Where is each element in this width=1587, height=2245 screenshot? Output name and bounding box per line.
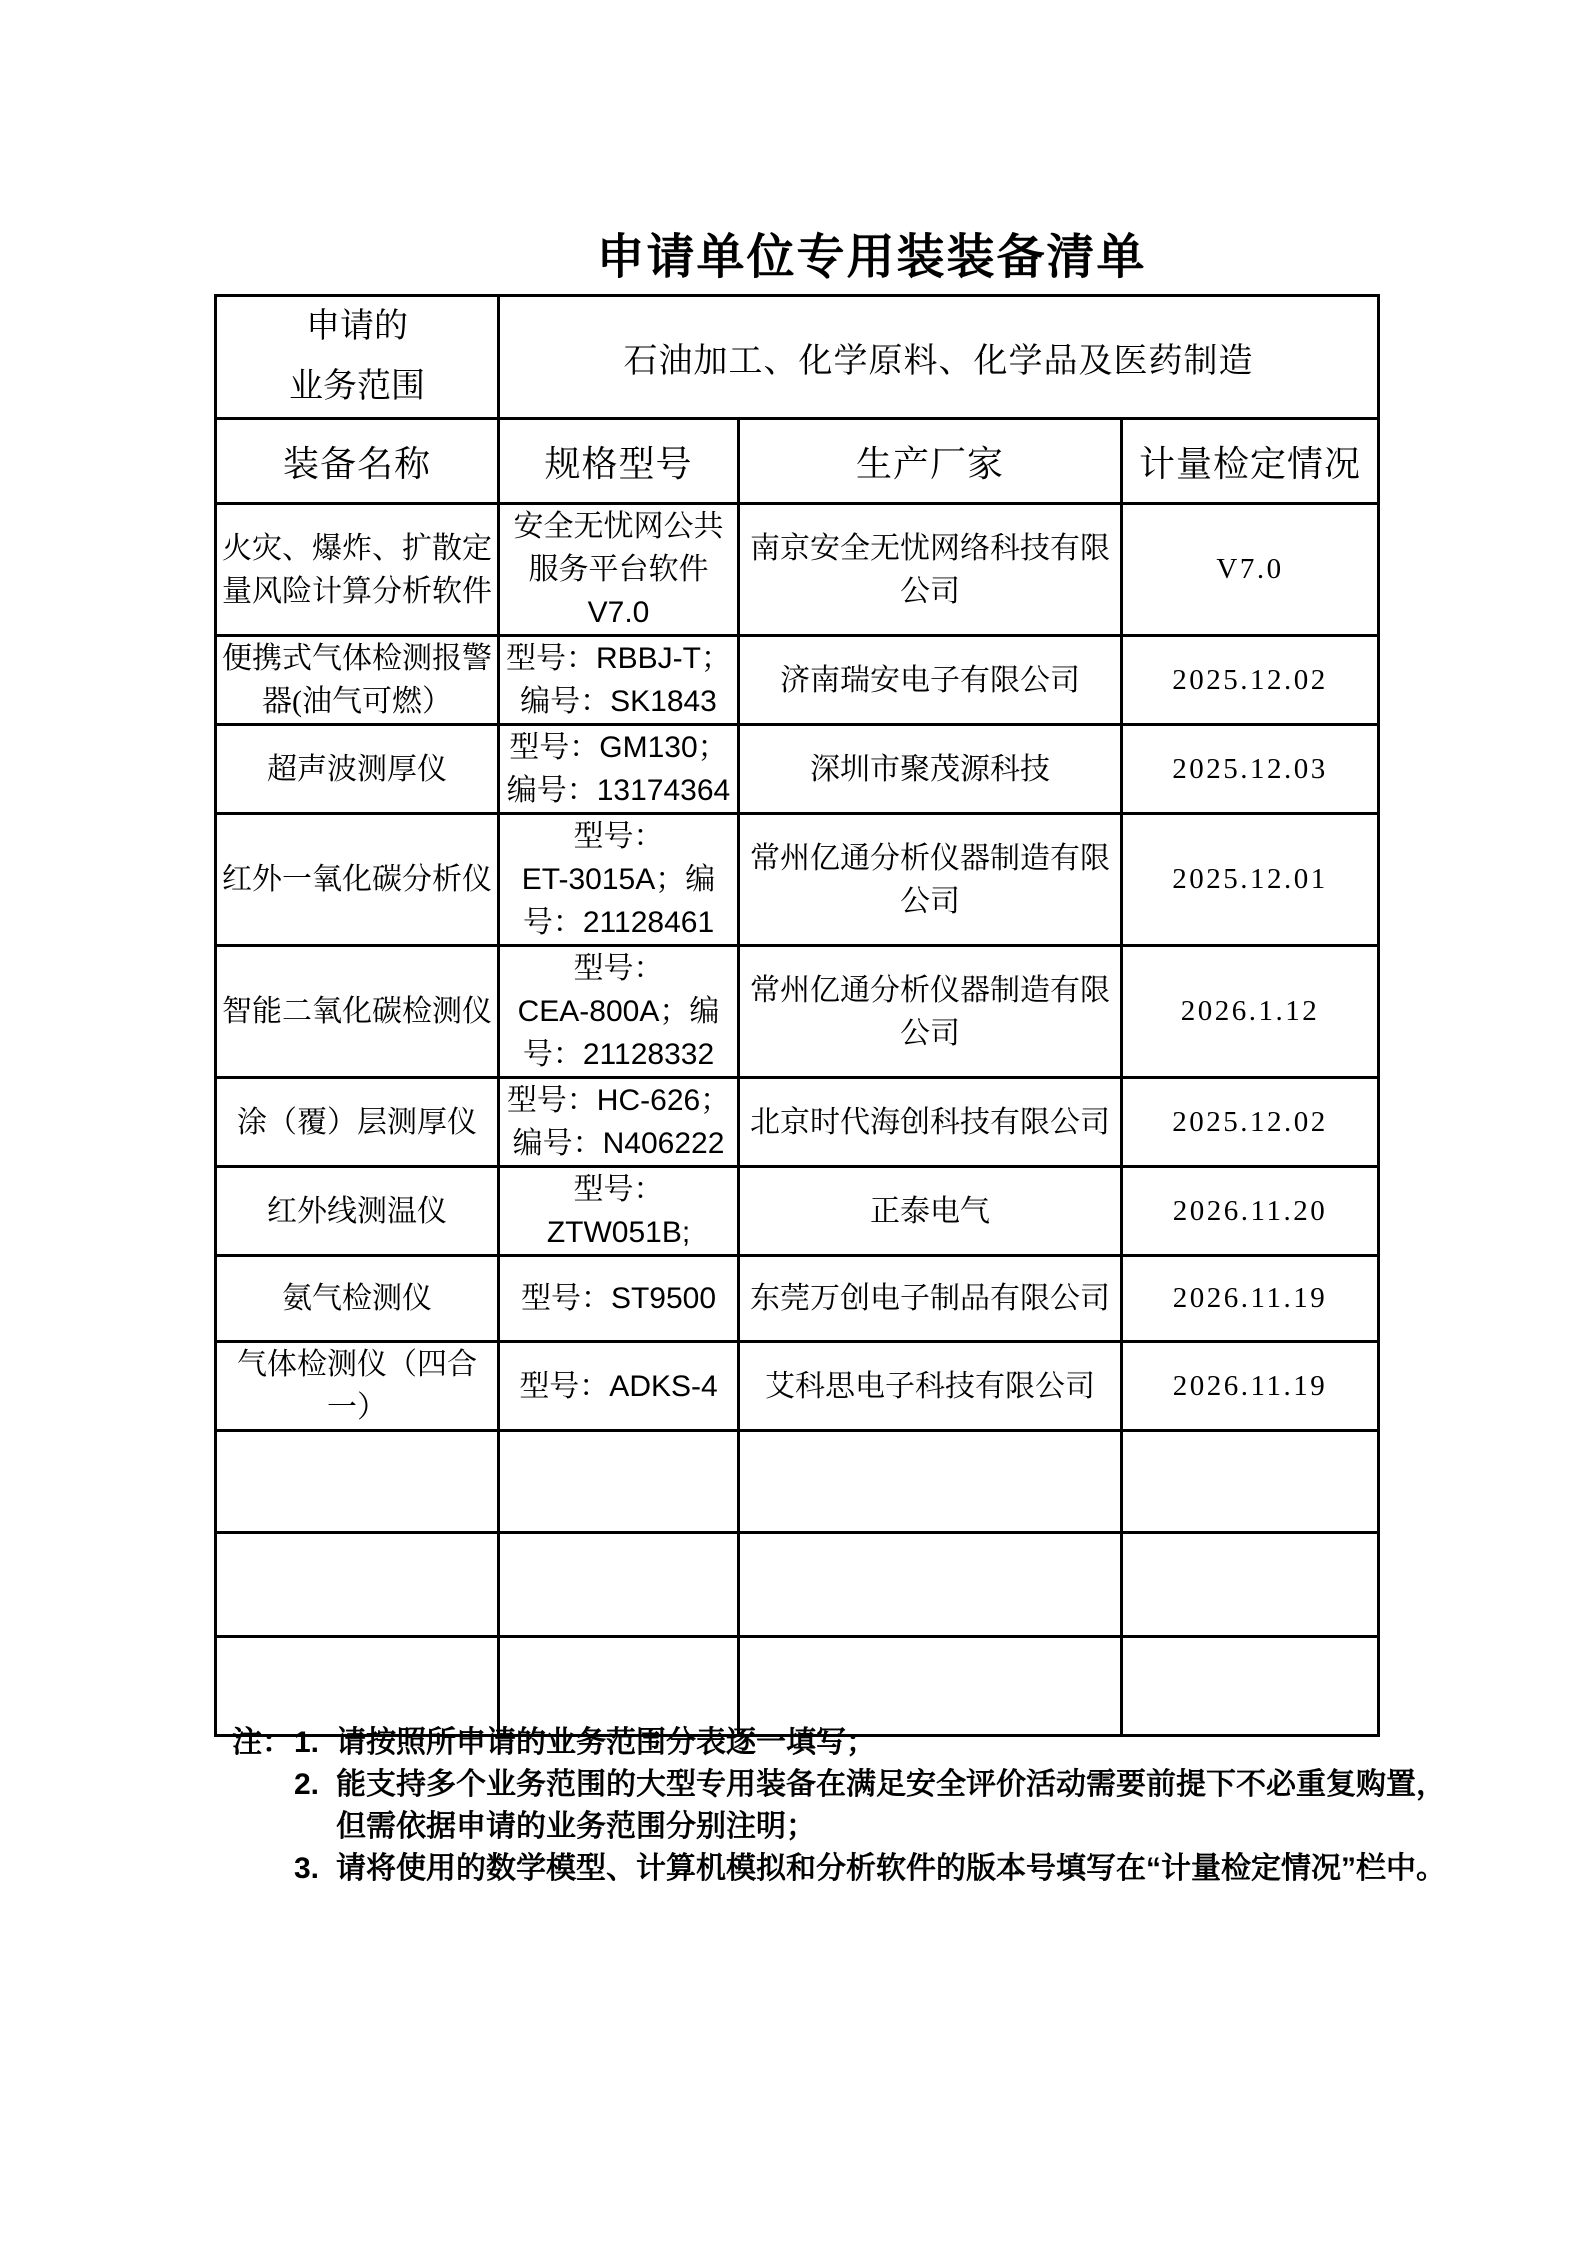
cell-manufacturer: 北京时代海创科技有限公司 xyxy=(739,1078,1122,1167)
table-row-empty xyxy=(216,1533,1379,1637)
cell-equipment-name: 红外线测温仪 xyxy=(216,1167,499,1256)
cell-equipment-name: 火灾、爆炸、扩散定 量风险计算分析软件 xyxy=(216,504,499,636)
cell-spec-model: 型号：HC-626； 编号：N406222 xyxy=(499,1078,739,1167)
cell-spec-model: 型号：RBBJ-T； 编号：SK1843 xyxy=(499,636,739,725)
table-row xyxy=(216,1342,1379,1431)
cell-equipment-name: 智能二氧化碳检测仪 xyxy=(216,946,499,1078)
note-number: 3. xyxy=(294,1852,320,1885)
note-item xyxy=(232,1722,1512,1764)
table-row xyxy=(216,725,1379,814)
cell-verification: V7.0 xyxy=(1122,504,1379,636)
column-header-check: 计量检定情况 xyxy=(1122,419,1379,504)
cell-verification: 2025.12.02 xyxy=(1122,636,1379,725)
cell-manufacturer: 东莞万创电子制品有限公司 xyxy=(739,1256,1122,1342)
cell-manufacturer: 常州亿通分析仪器制造有限 公司 xyxy=(739,814,1122,946)
table-row xyxy=(216,1256,1379,1342)
cell-verification: 2025.12.03 xyxy=(1122,725,1379,814)
cell-spec-model: 型号： ZTW051B; xyxy=(499,1167,739,1256)
cell-verification: 2026.11.19 xyxy=(1122,1342,1379,1431)
cell-equipment-name: 超声波测厚仪 xyxy=(216,725,499,814)
note-text: 能支持多个业务范围的大型专用装备在满足安全评价活动需要前提下不必重复购置， 但需依据申请的业务范围分别注明； xyxy=(336,1768,1446,1843)
column-header-spec: 规格型号 xyxy=(499,419,739,504)
cell-equipment-name: 气体检测仪（四合一） xyxy=(216,1342,499,1431)
note-text: 请将使用的数学模型、计算机模拟和分析软件的版本号填写在“计量检定情况”栏中。 xyxy=(336,1852,1446,1885)
scope-label: 申请的 业务范围 xyxy=(216,296,499,419)
table-row xyxy=(216,1078,1379,1167)
cell-spec-model: 安全无忧网公共 服务平台软件 V7.0 xyxy=(499,504,739,636)
cell-manufacturer: 常州亿通分析仪器制造有限 公司 xyxy=(739,946,1122,1078)
cell-manufacturer: 南京安全无忧网络科技有限 公司 xyxy=(739,504,1122,636)
column-header-maker: 生产厂家 xyxy=(739,419,1122,504)
scope-row xyxy=(216,296,1379,419)
note-text: 请按照所申请的业务范围分表逐一填写； xyxy=(336,1726,876,1759)
cell-spec-model: 型号：ADKS-4 xyxy=(499,1342,739,1431)
note-item xyxy=(232,1764,1512,1848)
cell-verification: 2025.12.02 xyxy=(1122,1078,1379,1167)
notes-prefix: 注： xyxy=(232,1726,292,1759)
equipment-table xyxy=(214,294,1380,1737)
table-row xyxy=(216,814,1379,946)
table-row-empty xyxy=(216,1637,1379,1736)
cell-spec-model: 型号：ST9500 xyxy=(499,1256,739,1342)
table-row xyxy=(216,946,1379,1078)
cell-spec-model: 型号： ET-3015A；编 号：21128461 xyxy=(499,814,739,946)
notes xyxy=(232,1722,1512,1890)
cell-manufacturer: 正泰电气 xyxy=(739,1167,1122,1256)
cell-manufacturer: 艾科思电子科技有限公司 xyxy=(739,1342,1122,1431)
table-row xyxy=(216,636,1379,725)
header-row xyxy=(216,419,1379,504)
note-number: 1. xyxy=(294,1726,320,1759)
note-item xyxy=(232,1848,1512,1890)
cell-equipment-name: 涂（覆）层测厚仪 xyxy=(216,1078,499,1167)
cell-verification: 2026.1.12 xyxy=(1122,946,1379,1078)
scope-value: 石油加工、化学原料、化学品及医药制造 xyxy=(499,296,1379,419)
cell-equipment-name: 红外一氧化碳分析仪 xyxy=(216,814,499,946)
page-title: 申请单位专用装装备清单 xyxy=(596,231,1147,284)
cell-spec-model: 型号： CEA-800A；编 号：21128332 xyxy=(499,946,739,1078)
cell-equipment-name: 氨气检测仪 xyxy=(216,1256,499,1342)
cell-verification: 2026.11.19 xyxy=(1122,1256,1379,1342)
cell-equipment-name: 便携式气体检测报警 器(油气可燃） xyxy=(216,636,499,725)
cell-manufacturer: 济南瑞安电子有限公司 xyxy=(739,636,1122,725)
cell-verification: 2026.11.20 xyxy=(1122,1167,1379,1256)
cell-manufacturer: 深圳市聚茂源科技 xyxy=(739,725,1122,814)
table-row-empty xyxy=(216,1431,1379,1533)
note-number: 2. xyxy=(294,1768,320,1801)
cell-spec-model: 型号：GM130； 编号：13174364 xyxy=(499,725,739,814)
table-row xyxy=(216,1167,1379,1256)
column-header-name: 装备名称 xyxy=(216,419,499,504)
cell-verification: 2025.12.01 xyxy=(1122,814,1379,946)
table-row xyxy=(216,504,1379,636)
